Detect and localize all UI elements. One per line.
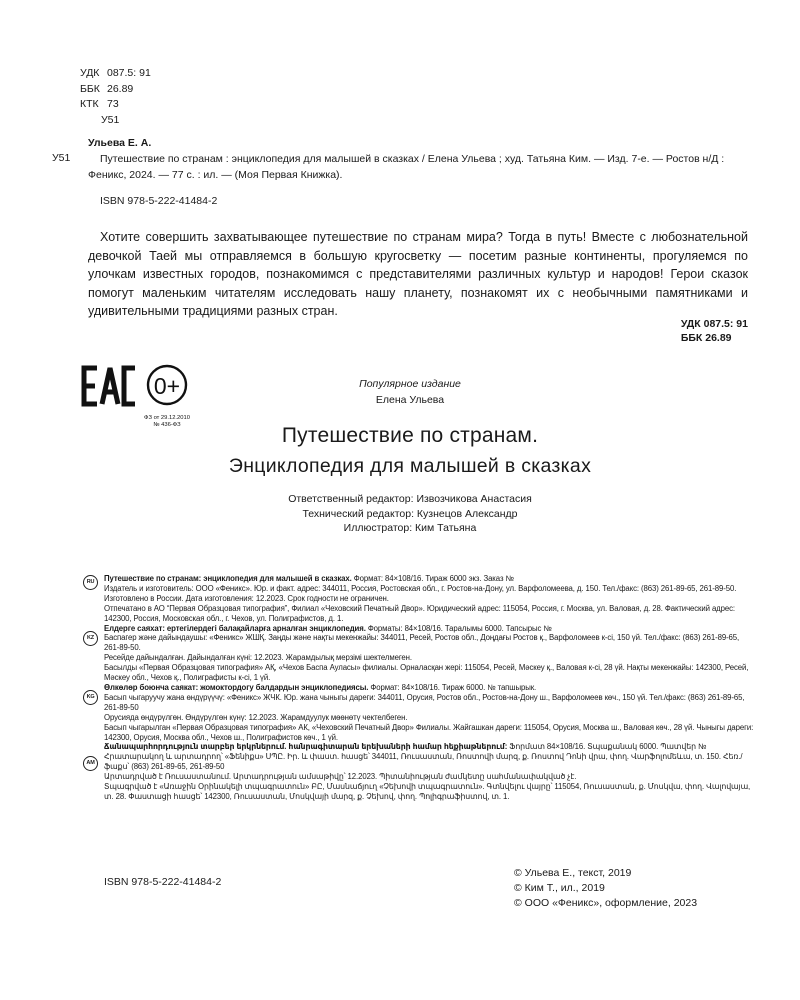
ktk-row xyxy=(80,97,151,113)
imprint-ru-title: Путешествие по странам: энциклопедия для малышей в сказках. xyxy=(104,574,352,583)
bbk-right: ББК 26.89 xyxy=(680,332,732,344)
copyright-design: © ООО «Феникс», оформление, 2023 xyxy=(514,897,698,909)
imprint-kz-printer: Басылды «Первая Образцовая типография» АҚ, «Чехов Баспа Ауласы» филиалы. Орналасқан жері: 115054, Ресей, Мәскеу қ., Валовая к-сі, 28 үй. Нақты мекенжайы: 142300, Ресей, Мәскеу обл., Чехов қ., Полиграфисты к-сі, 1 үй. xyxy=(104,663,749,683)
bbk-key: ББК xyxy=(80,82,100,95)
book-subtitle: Энциклопедия для малышей в сказках xyxy=(228,455,592,477)
author-code-margin: У51 xyxy=(52,152,71,164)
annotation: Хотите совершить захватывающее путешествие по странам мира? Тогда в путь! Вместе с любознательной девочкой Таей мы отправляемся в большую кругосветку — посетим разные континенты, прогуляемся по улочкам известных городов, познакомимся с представителями различных культур и народов! Герои сказок помогут маленьким читателям исследовать нашу планету, познакомят их с необычными памятниками и удивительными традициями разных стран. xyxy=(88,230,748,319)
author-code: У51 xyxy=(101,113,120,126)
author-heading: Ульева Е. А. xyxy=(88,137,152,149)
imprint-am-made: Արտադրված է Ռուսաստանում. Արտադրության ամսաթիվը՝ 12.2023. Պիտանիության ժամկետը սահմանափակված չէ. xyxy=(104,772,577,782)
imprint-kg-title: Өлкөлөр боюнча саякат: жомоктордогу балдардын энциклопедиясы. xyxy=(104,682,369,692)
edition-type: Популярное издание xyxy=(359,378,461,390)
kg-badge-icon: KG xyxy=(83,690,98,705)
am-badge-icon: AM xyxy=(83,756,98,771)
copyright-illustrations: © Ким Т., ил., 2019 xyxy=(514,882,605,894)
kz-badge-icon: KZ xyxy=(83,631,98,646)
imprint-kg-first xyxy=(104,683,754,693)
bbk-row xyxy=(80,82,151,98)
isbn-bottom: ISBN 978-5-222-41484-2 xyxy=(104,876,222,888)
imprint-am-format: Ֆորմատ 84×108/16. Տպաքանակ 6000. Պատվեր № xyxy=(507,742,707,752)
imprint-kg-printer: Басып чыгарылган «Первая Образцовая типография» АК, «Чеховский Печатный Двор» Филиалы. Жайгашкан дареги: 115054, Орусия, Москва ш., Валовая көч., 28 үй. Чыныгы дареги: 142300, Орусия, Москва обл., Чехов ш., Полиграфистов көч., 1 үй. xyxy=(104,722,754,742)
credit-editor: Ответственный редактор: Извозчикова Анастасия xyxy=(288,493,532,505)
eac-mark-icon xyxy=(80,364,205,432)
imprint-kz-made: Ресейде дайындалған. Дайындалған күні: 12.2023. Жарамдылық мерзімі шектелмеген. xyxy=(104,653,412,663)
book-title: Путешествие по странам. xyxy=(281,424,539,447)
imprint-am xyxy=(86,742,754,801)
imprint-kg xyxy=(86,682,754,742)
imprint-kg-format: Формат: 84×108/16. Тираж 6000. № тапшырык. xyxy=(368,682,537,692)
isbn-top: ISBN 978-5-222-41484-2 xyxy=(100,195,218,207)
age-rating: 0+ xyxy=(153,373,181,399)
ktk-key: КТК xyxy=(80,98,99,110)
imprint xyxy=(86,574,754,802)
credit-illustrator: Иллюстратор: Ким Татьяна xyxy=(343,522,477,534)
ktk-value: 73 xyxy=(107,98,119,110)
imprint-kz xyxy=(87,623,754,683)
udk-key: УДК xyxy=(80,67,100,79)
imprint-ru-format: Формат: 84×108/16. Тираж 6000 экз. Заказ № xyxy=(351,574,514,583)
author-code-row xyxy=(80,113,151,129)
imprint-ru xyxy=(86,574,754,624)
author-name: Елена Ульева xyxy=(375,394,445,406)
library-codes xyxy=(80,66,151,128)
imprint-ru-publisher: Издатель и изготовитель: ООО «Феникс». Юр. и факт. адрес: 344011, Россия, Ростовская обл., г. Ростов-на-Дону, ул. Варфоломеева, д. 150. Тел./факс: (863) 261-89-65, 261-89-50. xyxy=(104,583,737,593)
udk-right: УДК 087.5: 91 xyxy=(680,318,748,330)
imprint-kg-publisher: Басып чыгаруучу жана өндүрүүчү: «Феникс» ЖЧК. Юр. жана чыныгы дареги: 344011, Орусия, Ростов обл., Ростов-на-Дону ш., Варфоломеев көч., 150 үй. Тел./факс: (863) 261-89-65, 261-89-50 xyxy=(104,692,745,712)
law-ref-2: № 436-ФЗ xyxy=(153,422,181,428)
ru-badge-icon: RU xyxy=(83,575,98,590)
copyright-text: © Ульева Е., текст, 2019 xyxy=(514,867,632,879)
imprint-am-printer: Տպագրված է «Առաջին Օրինակելի տպագրատուն» ԲԸ, Մասնաճյուղ «Չեխովի տպագրատուն». Գտնվելու վայրը՝ 115054, Ռուսաստան, ք. Մոսկվա, փող. Վալովայա, տ. 28. Փաստացի հասցե՝ 142300, Ռուսաստան, Մոսկվայի մարզ, ք. Չեխով, փող. Պոլիգրաֆիստով, տ. 1. xyxy=(104,782,751,801)
imprint-ru-first xyxy=(104,574,754,584)
imprint-am-title: Ճանապարհորդություն տարբեր երկրներում. հանրագիտարան երեխաների համար հեքիաթներում: xyxy=(104,742,508,752)
law-ref-1: ФЗ от 29.12.2010 xyxy=(144,415,190,421)
imprint-kg-made: Орусияда өндүрүлгөн. Өндүрүлгөн күнү: 12.2023. Жарамдуулук мөөнөтү чектелбеген. xyxy=(104,712,408,722)
imprint-am-publisher: Հրատարակող և արտադրող՝ «Ֆենիքս» ՍՊԸ. Իր. և փաստ. հասցե՝ 344011, Ռուսաստան, Ռոստովի մարզ, ք. Ռոստով Դոնի վրա, փող. Վարֆոլոմեևա, տ. 150. Հեռ./ֆաքս՝ (863) 261-89-65, 261-89-50 xyxy=(104,752,743,772)
imprint-kz-publisher: Баспагер және дайындаушы: «Феникс» ЖШҚ. Заңды және нақты мекенжайы: 344011, Ресей, Ростов обл., Доңдағы Ростов қ., Варфоломеев к-сі, 150 үй. Тел./факс: (863) 261-89-65, 261-89-50. xyxy=(104,633,740,653)
imprint-kz-first xyxy=(104,624,754,634)
udk-value: 087.5: 91 xyxy=(107,67,151,79)
bibliographic-description: Путешествие по странам : энциклопедия для малышей в сказках / Елена Ульева ; худ. Татьяна Ким. — Изд. 7-е. — Ростов н/Д : Феникс, 2024. — 77 с. : ил. — (Моя Первая Книжка). xyxy=(88,153,725,181)
udk-row xyxy=(80,66,151,82)
imprint-ru-printer: Отпечатано в АО “Первая Образцовая типография”, Филиал «Чеховский Печатный Двор». Юридический адрес: 115054, Россия, г. Москва, ул. Валовая, д. 28. Фактический адрес: 142300, Россия, Московская обл., г. Чехов, ул. Полиграфистов, д. 1. xyxy=(104,603,735,623)
credit-tech-editor: Технический редактор: Кузнецов Александр xyxy=(302,507,518,520)
codes-right xyxy=(681,317,748,345)
credits xyxy=(200,492,620,536)
imprint-ru-made: Изготовлено в России. Дата изготовления: 12.2023. Срок годности не ограничен. xyxy=(104,593,389,603)
certification-marks xyxy=(80,364,205,432)
imprint-kz-title: Елдерге саяхат: ертегілердегі балақайларға арналған энциклопедия. xyxy=(104,623,366,633)
bbk-value: 26.89 xyxy=(107,82,134,95)
copyright-block xyxy=(514,866,697,911)
imprint-kz-format: Форматы: 84×108/16. Таралымы 6000. Тапсырыс № xyxy=(365,623,552,633)
imprint-am-first xyxy=(104,742,754,752)
